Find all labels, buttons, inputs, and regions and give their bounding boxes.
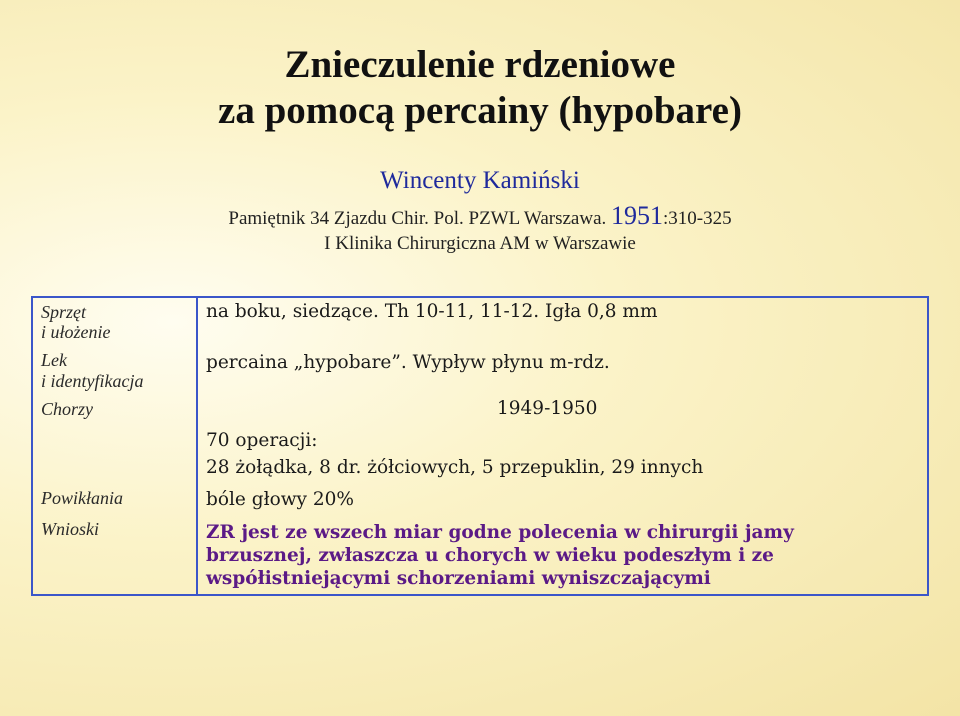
citation-pages: :310-325 xyxy=(663,208,732,229)
title-line-2: za pomocą percainy (hypobare) xyxy=(218,89,742,132)
value-conclusions-line-1: ZR jest ze wszech miar godne polecenia w chirurgii jamy xyxy=(206,522,794,543)
value-patients-years: 1949-1950 xyxy=(497,398,598,419)
clinic-affiliation: I Klinika Chirurgiczna AM w Warszawie xyxy=(324,233,636,254)
label-drug-1: Lek xyxy=(41,350,67,370)
label-equipment-1: Sprzęt xyxy=(41,302,86,322)
label-conclusions: Wnioski xyxy=(41,519,99,539)
author-name: Wincenty Kamiński xyxy=(380,167,580,194)
value-conclusions-line-3: współistniejącymi schorzeniami wyniszczającymi xyxy=(206,568,711,589)
title-line-1: Znieczulenie rdzeniowe xyxy=(284,43,676,86)
citation xyxy=(0,202,960,233)
label-drug-2: i identyfikacja xyxy=(41,371,144,391)
citation-year: 1951 xyxy=(611,201,664,230)
label-patients: Chorzy xyxy=(41,399,94,419)
value-patients-detail: 28 żołądka, 8 dr. żółciowych, 5 przepuklin, 29 innych xyxy=(206,457,704,478)
value-complications: bóle głowy 20% xyxy=(206,489,354,510)
value-conclusions-line-2: brzusznej, zwłaszcza u chorych w wieku podeszłym i ze xyxy=(206,545,774,566)
label-equipment-2: i ułożenie xyxy=(41,322,111,342)
value-equipment: na boku, siedzące. Th 10-11, 11-12. Igła 0,8 mm xyxy=(206,301,658,322)
page-title xyxy=(0,42,960,134)
value-drug: percaina „hypobare”. Wypływ płynu m-rdz. xyxy=(206,352,610,373)
citation-source: Pamiętnik 34 Zjazdu Chir. Pol. PZWL Warszawa. xyxy=(228,208,612,229)
value-patients-operations: 70 operacji: xyxy=(206,430,318,451)
label-complications: Powikłania xyxy=(41,488,123,508)
